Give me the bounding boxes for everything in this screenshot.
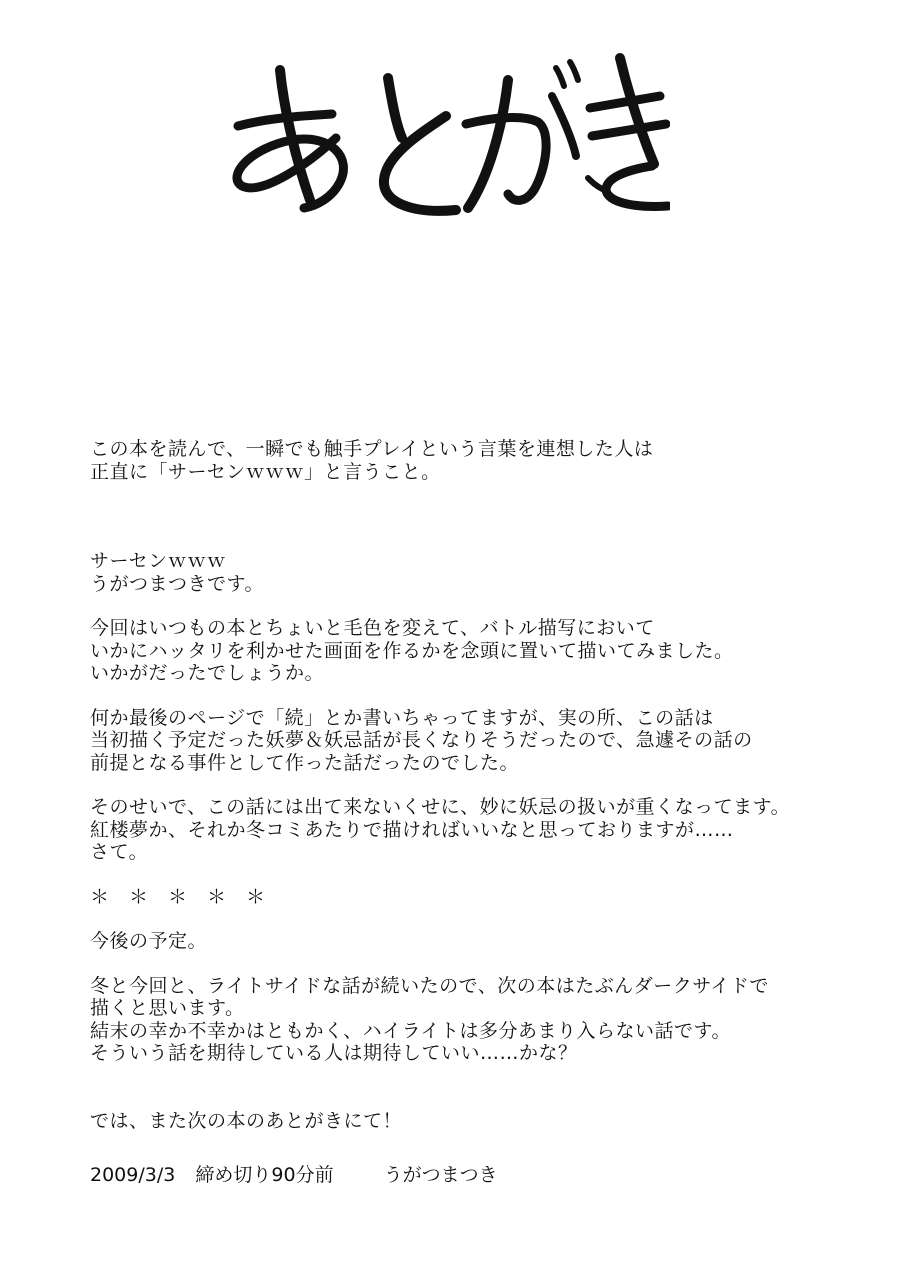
text-line: この本を読んで、一瞬でも触手プレイという言葉を連想した人は xyxy=(90,438,654,460)
paragraph-6 xyxy=(90,930,810,953)
footer-deadline-note: 締め切り90分前 xyxy=(195,1164,334,1186)
text-line: では、また次の本のあとがきにて！ xyxy=(90,1109,403,1132)
text-line: 今回はいつもの本とちょいと毛色を変えて、バトル描写において xyxy=(90,617,655,639)
text-line: 前提となる事件として作った話だったのでした。 xyxy=(90,751,520,774)
text-line: さて。 xyxy=(90,841,149,863)
signature-footer xyxy=(90,1163,498,1187)
heading-atogaki-brush-lettering xyxy=(220,40,670,230)
text-line: そのせいで、この話には出て来ないくせに、妙に妖忌の扱いが重くなってます。 xyxy=(90,796,791,818)
paragraph-7 xyxy=(90,975,810,1065)
paragraph-5 xyxy=(90,796,810,864)
text-line: 当初描く予定だった妖夢＆妖忌話が長くなりそうだったので、急遽その話の xyxy=(90,729,753,751)
section-divider xyxy=(90,886,810,909)
paragraph-3 xyxy=(90,617,810,685)
paragraph-1 xyxy=(90,438,810,483)
text-line: サーセンｗｗｗ xyxy=(90,550,227,572)
text-line: いかにハッタリを利かせた画面を作るかを念頭に置いて描いてみました。 xyxy=(90,639,734,662)
text-line: 描くと思います。 xyxy=(90,997,245,1019)
text-line: 今後の予定。 xyxy=(90,930,208,952)
text-line: 紅楼夢か、それか冬コミあたりで描ければいいなと思っておりますが…… xyxy=(90,818,734,841)
paragraph-4 xyxy=(90,707,810,775)
text-line: いかがだったでしょうか。 xyxy=(90,662,325,684)
brush-heading-artwork xyxy=(220,40,670,230)
footer-author: うがつまつき xyxy=(383,1164,498,1186)
paragraph-8 xyxy=(90,1110,810,1133)
text-line: 正直に「サーセンｗｗｗ」と言うこと。 xyxy=(90,460,441,483)
asterisk-divider: ＊ ＊ ＊ ＊ ＊ xyxy=(90,885,266,908)
text-line: 冬と今回と、ライトサイドな話が続いたので、次の本はたぶんダークサイドで xyxy=(90,974,769,997)
text-line: そういう話を期待している人は期待していい……かな？ xyxy=(90,1042,578,1064)
paragraph-2 xyxy=(90,550,810,595)
text-line: うがつまつきです。 xyxy=(90,572,264,595)
text-line: 結末の幸か不幸かはともかく、ハイライトは多分あまり入らない話です。 xyxy=(90,1019,732,1042)
afterword-body xyxy=(90,438,810,1132)
footer-date: 2009/3/3 xyxy=(90,1164,176,1186)
text-line: 何か最後のページで「続」とか書いちゃってますが、実の所、この話は xyxy=(90,706,714,729)
